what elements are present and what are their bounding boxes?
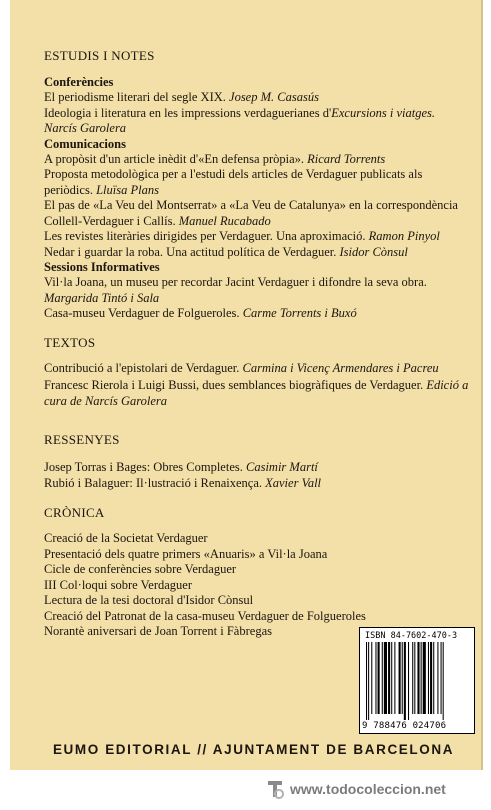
list-item: Norantè aniversari de Joan Torrent i Fàbregas [44, 624, 272, 638]
list-item: Lectura de la tesi doctoral d'Isidor Cònsul [44, 593, 254, 607]
barcode-bars [366, 642, 470, 720]
section-title-ressenyes: RESSENYES [44, 432, 120, 447]
barcode-bar [430, 642, 432, 714]
barcode-bar [394, 642, 395, 714]
barcode [359, 627, 475, 734]
section-cronica [44, 505, 469, 640]
barcode-bar [384, 642, 387, 714]
section-title-textos: TEXTOS [44, 334, 96, 350]
watermark-text: www.todocoleccion.net [290, 781, 446, 797]
barcode-bar [399, 642, 401, 714]
barcode-bar [368, 642, 369, 720]
barcode-bar [382, 642, 383, 714]
list-item: Josep Torras i Bages: Obres Completes. Casimir Martí [44, 460, 318, 474]
list-item: A propòsit d'un article inèdit d'«En defensa pròpia». Ricard Torrents [44, 151, 386, 166]
barcode-bar [378, 642, 380, 714]
barcode-bar [412, 642, 413, 714]
list-item: Proposta metodològica per a l'estudi dels articles de Verdaguer publicats als periòdics. Lluïsa Plans [44, 167, 423, 197]
section-textos [44, 335, 469, 410]
barcode-bar [433, 642, 434, 714]
todocoleccion-logo-icon [264, 778, 286, 800]
list-item: Vil·la Joana, un museu per recordar Jacint Verdaguer i difondre la seva obra. Margarida Tintó i Sala [44, 275, 427, 305]
ean-number: 9 788476 024706 [362, 721, 447, 731]
barcode-bar [366, 642, 367, 720]
list-item: Creació de la Societat Verdaguer [44, 531, 208, 545]
barcode-bar [408, 642, 409, 720]
barcode-bar [414, 642, 415, 714]
subsection-sessions: Sessions Informatives [44, 260, 160, 274]
isbn-number: ISBN 84-7602-470-3 [365, 631, 458, 641]
barcode-bar [417, 642, 419, 714]
list-item: Ideologia i literatura en les impressions verdaguerianes d'Excursions i viatges. Narcís Garolera [44, 105, 436, 135]
barcode-bar [388, 642, 390, 714]
list-item: Contribució a l'epistolari de Verdaguer. Carmina i Vicenç Armendares i Pacreu [44, 360, 439, 375]
barcode-bar [404, 642, 406, 720]
barcode-bar [441, 642, 442, 714]
list-item: Cicle de conferències sobre Verdaguer [44, 562, 237, 576]
list-item: El pas de «La Veu del Montserrat» a «La Veu de Catalunya» en la correspondència Collell-Verdaguer i Callís. Manuel Rucabado [44, 198, 458, 228]
list-item: Les revistes literàries dirigides per Verdaguer. Una aproximació. Ramon Pinyol [44, 229, 440, 243]
list-item: Rubió i Balaguer: Il·lustració i Renaixença. Xavier Vall [44, 475, 322, 490]
section-title-estudis: ESTUDIS I NOTES [44, 48, 155, 63]
list-item: Creació del Patronat de la casa-museu Verdaguer de Folgueroles [44, 608, 366, 623]
list-item: Casa-museu Verdaguer de Folgueroles. Carme Torrents i Buxó [44, 306, 357, 320]
barcode-bar [391, 642, 392, 714]
watermark [264, 776, 446, 802]
barcode-bar [428, 642, 429, 714]
list-item: Francesc Rierola i Luigi Bussi, dues semblances biogràfiques de Verdaguer. Edició a cura de Narcís Garolera [44, 378, 469, 408]
publisher-line: EUMO EDITORIAL // AJUNTAMENT DE BARCELONA [52, 742, 455, 757]
barcode-bar [437, 642, 438, 714]
list-item: El periodisme literari del segle XIX. Josep M. Casasús [44, 90, 319, 104]
list-item: Nedar i guardar la roba. Una actitud política de Verdaguer. Isidor Cònsul [44, 244, 408, 259]
subsection-comunicacions: Comunicacions [44, 136, 126, 151]
barcode-bar [371, 642, 372, 714]
barcode-bar [402, 642, 403, 714]
table-of-contents [44, 48, 469, 640]
section-title-cronica: CRÒNICA [44, 505, 105, 520]
subsection-conferencies: Conferències [44, 75, 114, 89]
barcode-bar [423, 642, 426, 714]
section-estudis [44, 48, 469, 322]
barcode-bar [375, 642, 376, 714]
book-back-cover [10, 0, 483, 770]
barcode-bar [421, 642, 422, 714]
section-ressenyes [44, 432, 469, 491]
list-item: III Col·loqui sobre Verdaguer [44, 577, 192, 592]
barcode-bar [443, 642, 444, 720]
list-item: Presentació dels quatre primers «Anuaris» a Vil·la Joana [44, 546, 328, 561]
